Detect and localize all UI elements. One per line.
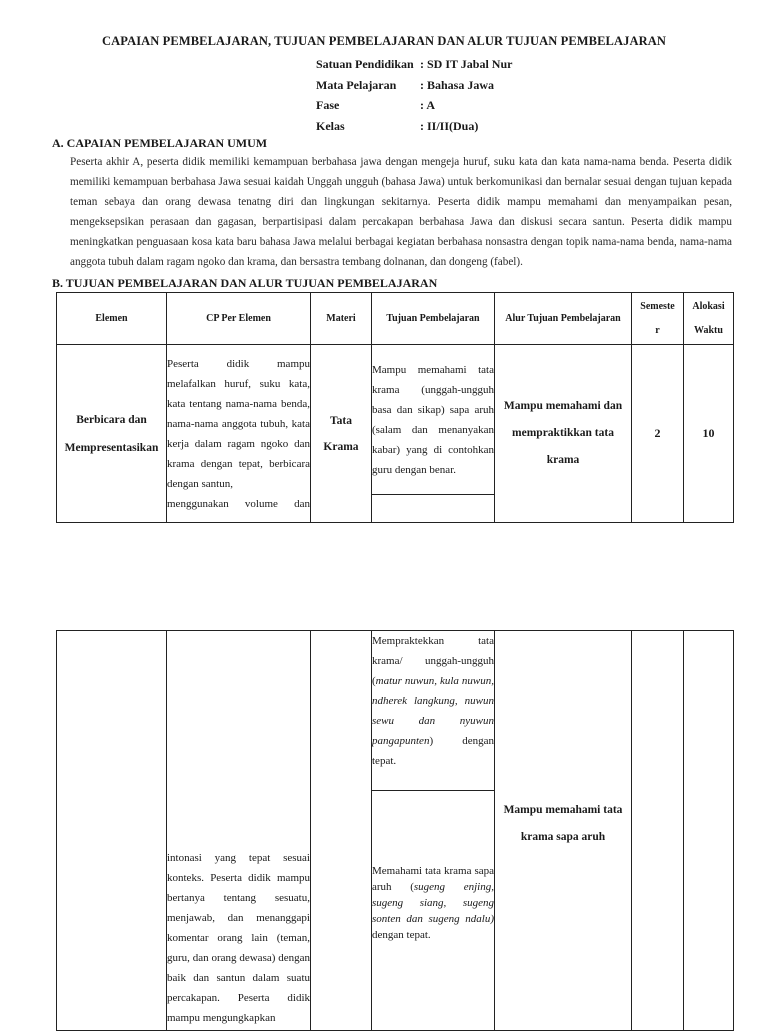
header-cp: CP Per Elemen [167,293,311,345]
header-materi: Materi [311,293,372,345]
cp-text: Peserta didik mampu melafalkan huruf, suku kata, kata tentang nama-nama benda, nama-nama anggota tubuh, kata kerja dalam ragam ngoko dan krama dengan tepat, berbicara dengan santun, [167,357,310,490]
meta-label: Mata Pelajaran [316,77,397,92]
materi-line2: Krama [323,440,359,453]
identity-block [316,54,512,136]
tujuan-a-text: Mempraktekkan tata krama/ unggah-ungguh ( [372,635,494,687]
alur-line1: Mampu memahami dan [503,400,623,412]
cell-semester: 2 [632,345,684,523]
meta-label: Kelas [316,118,345,133]
meta-label: Satuan Pendidikan [316,57,414,71]
learning-table [56,292,734,523]
header-alokasi-line2: Waktu [694,324,723,336]
cell-cp [167,345,311,523]
table-row [57,345,734,495]
header-semester [632,293,684,345]
table-header-row [57,293,734,345]
cell-tujuan-empty [372,495,495,523]
tujuan-b-text-end: dengan tepat. [372,929,431,941]
header-alokasi-line1: Alokasi [692,300,725,312]
cell-tujuan: Mampu memahami tata krama (unggah-ungguh basa dan sikap) sapa aruh (salam dan menanyakan kabar) yang di contohkan guru dengan benar. [372,345,495,495]
section-b-heading: B. TUJUAN PEMBELAJARAN DAN ALUR TUJUAN PEMBELAJARAN [52,276,438,290]
cell-elemen [57,345,167,523]
header-semester-line1: Semeste [640,300,675,312]
cell-semester-empty [632,631,684,1031]
alur-line1: Mampu memahami tata [503,804,623,816]
cell-alur [495,631,632,1031]
elemen-line1: Berbicara dan [76,413,147,426]
cell-alokasi: 10 [684,345,734,523]
cell-elemen-empty [57,631,167,1031]
cell-materi-empty [311,631,372,1031]
cell-alur [495,345,632,523]
materi-line1: Tata [330,414,352,427]
alur-line2: mempraktikkan tata [512,427,614,439]
cell-tujuan-a [372,631,495,791]
alur-line3: krama [546,454,580,466]
tujuan-b-text: Memahami tata krama sapa aruh ( [372,865,494,893]
meta-value: : SD IT Jabal Nur [420,57,513,71]
section-a-heading: A. CAPAIAN PEMBELAJARAN UMUM [52,136,268,150]
meta-value: : Bahasa Jawa [420,77,495,92]
header-tujuan: Tujuan Pembelajaran [372,293,495,345]
header-alur: Alur Tujuan Pembelajaran [495,293,632,345]
tujuan-b-italic: sugeng enjing, sugeng siang, sugeng sonten dan sugeng ndalu) [372,881,494,925]
meta-row-satuan [316,54,512,75]
header-alokasi [684,293,734,345]
meta-label: Fase [316,98,340,112]
meta-row-kelas [316,116,512,137]
document-title: CAPAIAN PEMBELAJARAN, TUJUAN PEMBELAJARAN DAN ALUR TUJUAN PEMBELAJARAN [102,34,666,48]
header-semester-line2: r [655,324,660,336]
meta-value: : II/II(Dua) [420,118,479,133]
learning-table-continued [56,630,734,1031]
cp-last-line: menggunakan volume dan [167,497,310,510]
cell-alokasi-empty [684,631,734,1031]
table-row [57,631,734,791]
meta-row-mapel [316,75,512,96]
meta-value: : A [420,98,435,112]
cell-tujuan-b [372,791,495,1031]
section-a-paragraph: Peserta akhir A, peserta didik memiliki kemampuan berbahasa jawa dengan mengeja huruf, suku kata dan kata nama-nama benda. Peserta didik memiliki kemampuan berbahasa Jawa sesuai kaidah Unggah ungguh (bahasa Jawa) untuk berkomunikasi dan bernalar sesuai dengan tujuan kepada teman sebaya dan orang dewasa tenatng diri dan lingkungan sekitarnya. Peserta didik mampu memahami dan menyampaikan pesan, mengeksepsikan perasaan dan gagasan, berpartisipasi dalam percakapan berbahasa Jawa dan diskusi secara santun. Peserta didik mampu meningkatkan penguasaan kosa kata baru bahasa Jawa melalui berbagai kegiatan berbahasa nonsastra dengan topik nama-nama benda, nama-nama anggota tubuh dalam ragam ngoko dan krama, dan bersastra tembang dolnanan, dan dongeng (fabel). [70,156,732,268]
alur-line2: krama sapa aruh [520,831,606,843]
meta-row-fase [316,95,512,116]
elemen-line2: Mempresentasikan [64,441,159,454]
header-elemen: Elemen [57,293,167,345]
tujuan-a-italic: matur nuwun, kula nuwun, ndherek langkung, nuwun sewu dan nyuwun pangapunten [372,675,494,747]
cell-materi [311,345,372,523]
tujuan-a-text-end: ) dengan tepat. [372,735,494,767]
cell-cp-continued [167,631,311,1031]
cp-text: intonasi yang tepat sesuai konteks. Peserta didik mampu bertanya tentang sesuatu, menjawab, dan menanggapi komentar orang lain (teman, guru, dan orang dewasa) dengan baik dan santun dalam suatu percakapan. Peserta didik mampu mengungkapkan [167,852,310,1024]
